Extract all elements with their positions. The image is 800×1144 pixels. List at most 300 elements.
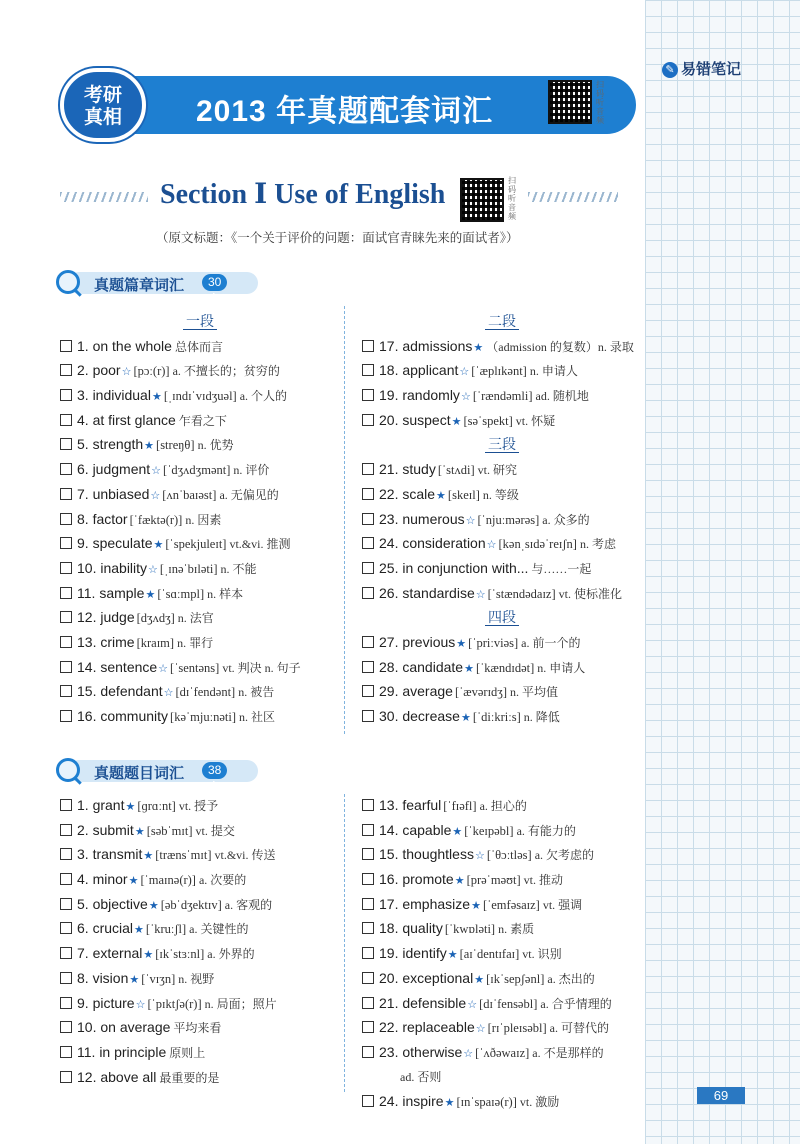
vocab-word: 13. fearful [379,797,442,813]
vocab-item [362,630,642,655]
vocab-item [362,966,642,991]
vocab-word: 17. admissions [379,337,473,354]
meaning: a. 无偏见的 [219,487,279,502]
vocab-item [60,793,340,818]
meaning: n. 因素 [185,512,222,527]
paragraph-label [60,309,340,334]
meaning: a. 不是那样的 [532,1045,604,1060]
vocab-item [60,482,340,507]
meaning: a. 合乎情理的 [540,996,612,1011]
vocab-word: 1. on the whole [77,337,172,354]
checkbox[interactable] [60,710,72,722]
star-icon: ☆ [158,662,169,675]
phonetic: [ˈstʌdi] [437,463,475,478]
vocab-item [362,842,642,867]
vocab-word: 3. individual [77,387,151,404]
checkbox[interactable] [362,997,374,1009]
qr-caption: 扫码听音频 [508,176,516,221]
vocab-word: 4. minor [77,871,128,888]
phonetic: [prəˈməʊt] [466,873,521,888]
checkbox[interactable] [362,848,374,860]
vocab-word: 3. transmit [77,846,143,863]
vocab-word: 20. exceptional [379,969,474,986]
star-icon: ☆ [151,465,162,478]
checkbox[interactable] [60,799,72,811]
vocab-word: 24. inspire [379,1093,444,1110]
count-badge: 30 个 [202,274,227,291]
checkbox[interactable] [60,1071,72,1083]
vocab-item [60,432,340,457]
phonetic: [ˈsɑːmpl] [157,586,205,601]
meaning: vt. 怀疑 [515,413,556,428]
checkbox[interactable] [60,922,72,934]
paragraph-label [362,432,642,457]
vocab-word: 14. capable [379,821,452,838]
checkbox[interactable] [362,488,374,500]
original-title: （原文标题：《一个关于评价的问题：面试官青睐先来的面试者》） [156,231,519,245]
meaning: n. 优势 [197,438,234,453]
paragraph-text: 四段 [485,609,519,626]
checkbox[interactable] [60,364,72,376]
vocab-item [60,507,340,532]
vocab-item [60,581,340,606]
vocab-word: 8. vision [77,969,129,986]
star-icon: ☆ [465,514,476,527]
star-icon: ★ [454,875,465,888]
phonetic: [ˈkændɪdət] [475,660,535,675]
phonetic: [ˈvɪʒn] [141,971,176,986]
star-icon: ☆ [475,1023,486,1036]
phonetic: [kraɪm] [136,635,175,650]
vocab-word: 19. identify [379,945,447,962]
decor-stripes [60,192,148,202]
meaning: n. 平均值 [510,685,559,700]
checkbox[interactable] [362,636,374,648]
phonetic: [ˈkruːʃl] [145,922,187,937]
vocab-item [362,991,642,1016]
vocab-word: 12. above all [77,1068,157,1085]
magnifier-icon [56,270,80,294]
vocab-word: 5. strength [77,436,144,453]
category-label: 真题篇章词汇 [94,277,185,294]
vocab-word: 7. unbiased [77,485,150,502]
decor-stripes [528,192,618,202]
checkbox[interactable] [362,1095,374,1107]
vocab-word: 26. standardise [379,584,475,601]
checkbox[interactable] [60,488,72,500]
vocab-item [362,531,642,556]
meaning: n. 申请人 [529,364,578,379]
meaning: 与……一起 [531,561,592,576]
vocab-word: 6. judgment [77,461,151,478]
meaning: n. 被告 [238,685,275,700]
checkbox[interactable] [362,587,374,599]
checkbox[interactable] [60,537,72,549]
vocab-word: 5. objective [77,895,148,912]
star-icon: ★ [464,662,474,675]
checkbox[interactable] [362,799,374,811]
vocab-item [60,358,340,383]
checkbox[interactable] [362,661,374,673]
checkbox[interactable] [362,972,374,984]
checkbox[interactable] [362,537,374,549]
checkbox[interactable] [60,1021,72,1033]
vocab-item [60,531,340,556]
vocab-word: 17. emphasize [379,895,471,912]
meaning: a. 不擅长的；贫穷的 [172,364,280,379]
checkbox[interactable] [60,463,72,475]
star-icon: ★ [125,801,136,813]
phonetic: [ˈfɪəfl] [443,799,477,813]
meaning: vt. 识别 [522,947,562,962]
phonetic: [ɪkˈstɜːnl] [155,947,205,962]
meaning: n. 降低 [523,710,560,724]
count-badge: 38 个 [202,762,227,779]
page-number: 69 [697,1087,745,1104]
word-column [362,793,642,1114]
vocab-word: 21. study [379,461,436,478]
star-icon: ★ [473,341,484,354]
checkbox[interactable] [60,898,72,910]
badge-line2: 真相 [83,107,122,128]
vocab-item [362,556,642,581]
checkbox[interactable] [60,513,72,525]
vocab-item [362,916,642,941]
brand-label [662,58,741,79]
vocab-item [60,842,340,867]
meaning: vt. 推动 [523,873,563,888]
meaning: vt. 强调 [542,897,583,912]
meaning: n. 罪行 [177,635,214,650]
vocab-word: 18. applicant [379,362,459,379]
vocab-item [60,1015,340,1040]
phonetic: [pɔː(r)] [133,364,170,379]
vocab-item [362,457,642,482]
column-divider [344,306,345,734]
phonetic: [ˈæplɪkənt] [471,364,527,379]
pencil-icon: ✎ [662,62,678,78]
paragraph-text: 一段 [183,313,217,330]
star-icon: ★ [128,875,139,888]
star-icon: ★ [456,637,467,650]
phonetic: [ˈrændəmli] [472,389,533,404]
checkbox[interactable] [362,685,374,697]
phonetic: [ˈsentəns] [170,660,220,675]
meaning: a. 外界的 [207,947,255,962]
vocab-word: 14. sentence [77,658,158,675]
vocab-item [362,408,642,433]
checkbox[interactable] [362,562,374,574]
star-icon: ☆ [460,391,471,404]
vocab-item [60,1065,340,1090]
checkbox[interactable] [60,414,72,426]
vocab-item [60,630,340,655]
meaning: a. 众多的 [542,512,590,527]
phonetic: [ˈθɔːtləs] [486,848,532,863]
star-icon: ☆ [135,998,146,1011]
vocab-item [362,1015,642,1040]
vocab-word: 25. in conjunction with... [379,559,529,576]
phonetic: [ˈdʒʌdʒmənt] [163,463,231,478]
vocab-word: 29. average [379,683,453,700]
paragraph-text: 三段 [485,436,519,453]
phonetic: [kəˈmjuːnəti] [170,710,236,724]
phonetic: [ɪnˈspaɪə(r)] [456,1095,517,1110]
phonetic: [kənˌsɪdəˈreɪʃn] [498,537,577,552]
word-column [60,793,340,1089]
vocab-item [60,867,340,892]
meaning: n. 法官 [177,611,214,626]
phonetic: [ˌɪnəˈbɪləti] [159,561,218,576]
vocab-item [362,892,642,917]
phonetic: [ˈspekjuleɪt] [165,537,227,552]
star-icon: ☆ [150,489,161,502]
vocab-word: 19. randomly [379,387,460,404]
vocab-word: 24. consideration [379,535,486,552]
checkbox[interactable] [362,389,374,401]
star-icon: ☆ [463,1047,474,1060]
vocab-word: 10. inability [77,559,148,576]
meaning: a. 杰出的 [547,971,595,986]
vocab-word: 11. sample [77,584,145,601]
checkbox[interactable] [362,873,374,885]
vocab-word: 27. previous [379,633,456,650]
vocab-item [362,704,642,729]
checkbox[interactable] [60,824,72,836]
vocab-word: 9. speculate [77,535,153,552]
vocab-item [362,818,642,843]
vocab-word: 11. in principle [77,1043,167,1060]
vocab-word: 21. defensible [379,994,467,1011]
star-icon: ☆ [474,850,485,863]
checkbox[interactable] [362,1021,374,1033]
phonetic: [ˈpriːviəs] [468,635,519,650]
meaning: 平均来看 [173,1021,222,1036]
checkbox[interactable] [60,685,72,697]
meaning: a. 可替代的 [549,1021,609,1036]
vocab-word: 12. judge [77,609,135,626]
vocab-word: 23. numerous [379,510,465,527]
phonetic: [aɪˈdentɪfaɪ] [459,947,520,962]
checkbox[interactable] [362,710,374,722]
star-icon: ★ [436,489,446,502]
checkbox[interactable] [362,824,374,836]
star-icon: ★ [451,415,462,428]
checkbox[interactable] [60,611,72,623]
star-icon: ☆ [467,998,478,1011]
section-title: Section Ⅰ Use of English [160,179,446,210]
checkbox[interactable] [362,340,374,352]
vocab-word: 23. otherwise [379,1043,463,1060]
meaning: vt. 判决 n. 句子 [222,660,301,675]
checkbox[interactable] [362,463,374,475]
star-icon: ★ [143,949,154,962]
phonetic: [ɡrɑːnt] [137,799,176,813]
checkbox[interactable] [60,340,72,352]
star-icon: ☆ [121,366,132,379]
vocab-item [60,655,340,680]
checkbox[interactable] [362,364,374,376]
meaning: vt. 研究 [477,463,517,478]
meaning: n. 社区 [239,710,276,724]
vocab-item [362,793,642,818]
phonetic: [ˈævərɪdʒ] [454,685,508,700]
vocab-item [60,941,340,966]
meaning: a. 欠考虑的 [534,848,595,863]
meaning: vt. 授予 [178,799,219,813]
paragraph-label [362,605,642,630]
meaning: n. 考虑 [579,537,616,552]
star-icon: ★ [148,899,159,912]
phonetic: [səˈspekt] [463,413,513,428]
star-icon: ★ [129,973,140,986]
vocab-word: 10. on average [77,1019,171,1036]
star-icon: ☆ [475,588,486,601]
vocab-item [362,1040,642,1065]
star-icon: ★ [444,1097,455,1110]
vocab-word: 20. suspect [379,411,451,428]
vocab-word: 6. crucial [77,920,134,937]
phonetic: [ʌnˈbaɪəst] [162,487,217,502]
checkbox[interactable] [60,873,72,885]
badge-line1: 考研 [83,85,122,106]
vocab-item [60,1040,340,1065]
meaning: a. 前一个的 [521,635,581,650]
vocab-word: 9. picture [77,994,135,1011]
vocab-item [362,941,642,966]
phonetic: [dɪˈfendənt] [175,685,236,700]
meaning: n. 等级 [482,487,519,502]
meaning-continued: ad. 否则 [400,1069,442,1084]
phonetic: [ˈstændədaɪz] [487,586,556,601]
checkbox[interactable] [362,1046,374,1058]
meaning: a. 个人的 [239,389,288,404]
meaning: a. 关键性的 [189,922,249,937]
vocab-word: 2. submit [77,821,134,838]
vocab-word: 15. thoughtless [379,846,474,863]
vocab-item [362,358,642,383]
phonetic: [ˈʌðəwaɪz] [475,1045,530,1060]
meaning: n. 样本 [207,586,244,601]
checkbox[interactable] [60,848,72,860]
checkbox[interactable] [60,1046,72,1058]
vocab-word: 2. poor [77,362,121,379]
meaning: n. 素质 [498,922,535,937]
checkbox[interactable] [60,562,72,574]
vocab-word: 16. promote [379,871,454,888]
meaning: a. 有能力的 [516,823,576,838]
page-title: 2013 年真题配套词汇 [196,95,494,128]
meaning: a. 客观的 [224,897,273,912]
meaning: vt. 激励 [519,1095,560,1110]
checkbox[interactable] [60,972,72,984]
star-icon: ★ [143,850,154,863]
vocab-item [362,482,642,507]
checkbox[interactable] [60,438,72,450]
checkbox[interactable] [362,414,374,426]
phonetic: [ˈfæktə(r)] [129,512,183,527]
grid-margin [645,0,800,1144]
checkbox[interactable] [362,898,374,910]
checkbox[interactable] [60,587,72,599]
star-icon: ★ [134,924,144,937]
star-icon: ★ [134,825,145,838]
vocab-item [362,679,642,704]
checkbox[interactable] [362,947,374,959]
qr-caption: 扫码听音频 [596,80,604,125]
meaning: n. 局面；照片 [204,996,277,1011]
checkbox[interactable] [60,661,72,673]
vocab-item [60,605,340,630]
qr-code-icon[interactable] [548,80,592,124]
meaning: 乍看之下 [178,413,227,428]
vocab-item [362,1089,642,1114]
star-icon: ★ [460,712,471,724]
star-icon: ☆ [163,687,174,700]
checkbox[interactable] [362,922,374,934]
phonetic: [ˈemfəsaɪz] [482,897,540,912]
star-icon: ★ [144,440,155,453]
phonetic: [skeɪl] [447,487,480,502]
vocab-item [60,679,340,704]
meaning: vt. 提交 [195,823,235,838]
meaning: a. 次要的 [198,873,247,888]
column-divider [344,794,345,1092]
badge [60,68,146,142]
meaning: n. 不能 [220,561,257,576]
meaning: n. 评价 [233,463,270,478]
checkbox[interactable] [60,636,72,648]
vocab-word: 16. community [77,708,169,724]
phonetic: [ˈdiːkriːs] [472,710,521,724]
checkbox[interactable] [362,513,374,525]
meaning: vt.&vi. 传送 [214,848,276,863]
vocab-item [60,991,340,1016]
vocab-item [60,383,340,408]
vocab-item [60,457,340,482]
star-icon: ★ [145,588,156,601]
meaning: vt. 使标准化 [558,586,622,601]
category-label: 真题题目词汇 [94,765,185,782]
paragraph-label [362,309,642,334]
vocab-item [60,916,340,941]
phonetic: [dɪˈfensəbl] [479,996,538,1011]
vocab-word: 30. decrease [379,708,460,724]
star-icon: ☆ [459,366,470,379]
vocab-word: 22. replaceable [379,1019,475,1036]
vocab-word: 8. factor [77,510,128,527]
vocab-word: 15. defendant [77,683,163,700]
vocab-item [362,507,642,532]
meaning: n. 申请人 [537,660,586,675]
star-icon: ★ [471,899,481,912]
vocab-item [60,818,340,843]
checkbox[interactable] [60,947,72,959]
phonetic: [trænsˈmɪt] [155,848,212,863]
star-icon: ★ [151,391,162,404]
qr-code-icon[interactable] [460,178,504,222]
phonetic: [streŋθ] [156,438,195,453]
brand-text: 易错笔记 [681,61,742,78]
phonetic: [ˈpɪktʃə(r)] [147,996,202,1011]
phonetic: [ˈkwɒləti] [444,922,496,937]
vocab-item [60,966,340,991]
vocab-word: 4. at first glance [77,411,176,428]
checkbox[interactable] [60,997,72,1009]
checkbox[interactable] [60,389,72,401]
vocab-item [362,655,642,680]
vocab-item [60,892,340,917]
